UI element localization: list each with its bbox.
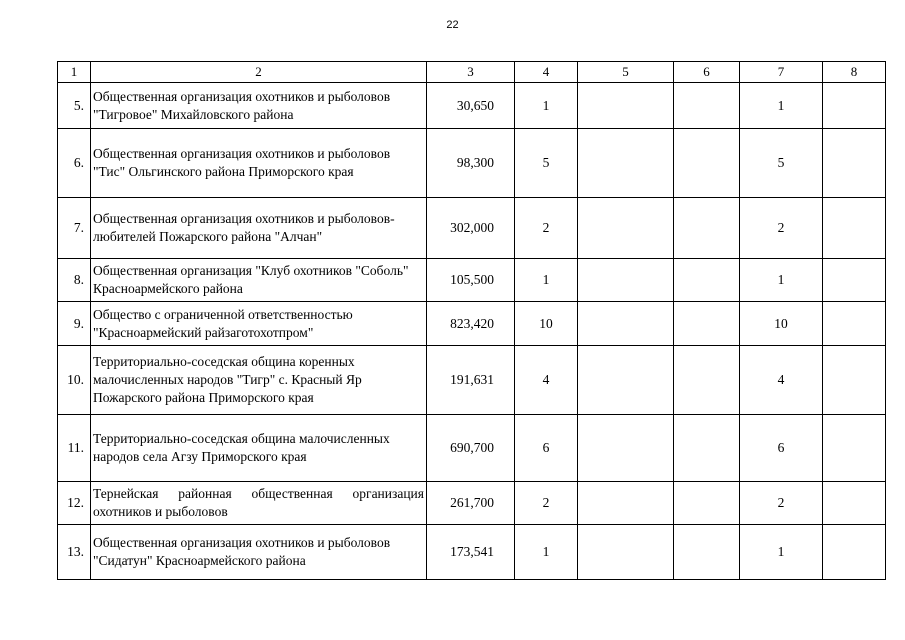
column-header: 5 [578,62,674,83]
column-6-value [674,129,740,198]
row-number: 12. [58,482,91,525]
column-7-value: 1 [740,83,823,129]
area-value: 173,541 [427,525,515,580]
area-value: 105,500 [427,259,515,302]
organization-name: Территориально-соседская община коренных малочисленных народов "Тигр" с. Красный Яр Пожарского района Приморского края [91,346,427,415]
column-7-value: 10 [740,302,823,346]
area-value: 191,631 [427,346,515,415]
area-value: 98,300 [427,129,515,198]
row-number: 9. [58,302,91,346]
table-row [58,129,886,198]
column-8-value [823,346,886,415]
column-5-value [578,198,674,259]
column-6-value [674,346,740,415]
column-4-value: 1 [515,525,578,580]
row-number: 10. [58,346,91,415]
column-6-value [674,302,740,346]
column-8-value [823,525,886,580]
organization-name: Общество с ограниченной ответственностью "Красноармейский райзаготохотпром" [91,302,427,346]
row-number: 5. [58,83,91,129]
column-header: 1 [58,62,91,83]
organization-name: Общественная организация охотников и рыболовов "Сидатун" Красноармейского района [91,525,427,580]
column-4-value: 5 [515,129,578,198]
organization-name: Территориально-соседская община малочисленных народов села Агзу Приморского края [91,415,427,482]
column-4-value: 1 [515,83,578,129]
row-number: 11. [58,415,91,482]
column-5-value [578,129,674,198]
column-7-value: 1 [740,525,823,580]
column-header: 3 [427,62,515,83]
row-number: 6. [58,129,91,198]
column-8-value [823,415,886,482]
column-5-value [578,346,674,415]
column-6-value [674,259,740,302]
table-row [58,198,886,259]
area-value: 30,650 [427,83,515,129]
page-number: 22 [446,19,459,31]
row-number: 7. [58,198,91,259]
column-6-value [674,415,740,482]
column-5-value [578,259,674,302]
table-row [58,259,886,302]
column-header: 7 [740,62,823,83]
column-8-value [823,198,886,259]
column-4-value: 2 [515,482,578,525]
column-header: 2 [91,62,427,83]
column-6-value [674,83,740,129]
column-7-value: 4 [740,346,823,415]
column-7-value: 2 [740,482,823,525]
column-8-value [823,83,886,129]
table-row [58,482,886,525]
column-5-value [578,482,674,525]
column-8-value [823,302,886,346]
column-6-value [674,198,740,259]
column-5-value [578,302,674,346]
column-4-value: 4 [515,346,578,415]
column-8-value [823,129,886,198]
column-5-value [578,83,674,129]
row-number: 8. [58,259,91,302]
table-row [58,83,886,129]
organization-name: Общественная организация охотников и рыболовов "Тигровое" Михайловского района [91,83,427,129]
organization-name: Общественная организация охотников и рыболовов-любителей Пожарского района "Алчан" [91,198,427,259]
data-table [57,61,886,580]
row-number: 13. [58,525,91,580]
column-4-value: 1 [515,259,578,302]
column-6-value [674,525,740,580]
area-value: 823,420 [427,302,515,346]
organization-name: Общественная организация "Клуб охотников "Соболь" Красноармейского района [91,259,427,302]
organization-name: Общественная организация охотников и рыболовов "Тис" Ольгинского района Приморского края [91,129,427,198]
column-4-value: 6 [515,415,578,482]
column-header: 6 [674,62,740,83]
table-row [58,415,886,482]
column-header: 8 [823,62,886,83]
column-7-value: 2 [740,198,823,259]
column-7-value: 6 [740,415,823,482]
organization-name: Тернейская районная общественная организация охотников и рыболовов [91,482,427,525]
table-header-row [58,62,886,83]
column-8-value [823,259,886,302]
column-5-value [578,415,674,482]
area-value: 690,700 [427,415,515,482]
column-7-value: 1 [740,259,823,302]
column-8-value [823,482,886,525]
column-5-value [578,525,674,580]
column-6-value [674,482,740,525]
area-value: 302,000 [427,198,515,259]
area-value: 261,700 [427,482,515,525]
table-row [58,346,886,415]
table-row [58,302,886,346]
column-7-value: 5 [740,129,823,198]
column-header: 4 [515,62,578,83]
column-4-value: 2 [515,198,578,259]
table-row [58,525,886,580]
column-4-value: 10 [515,302,578,346]
